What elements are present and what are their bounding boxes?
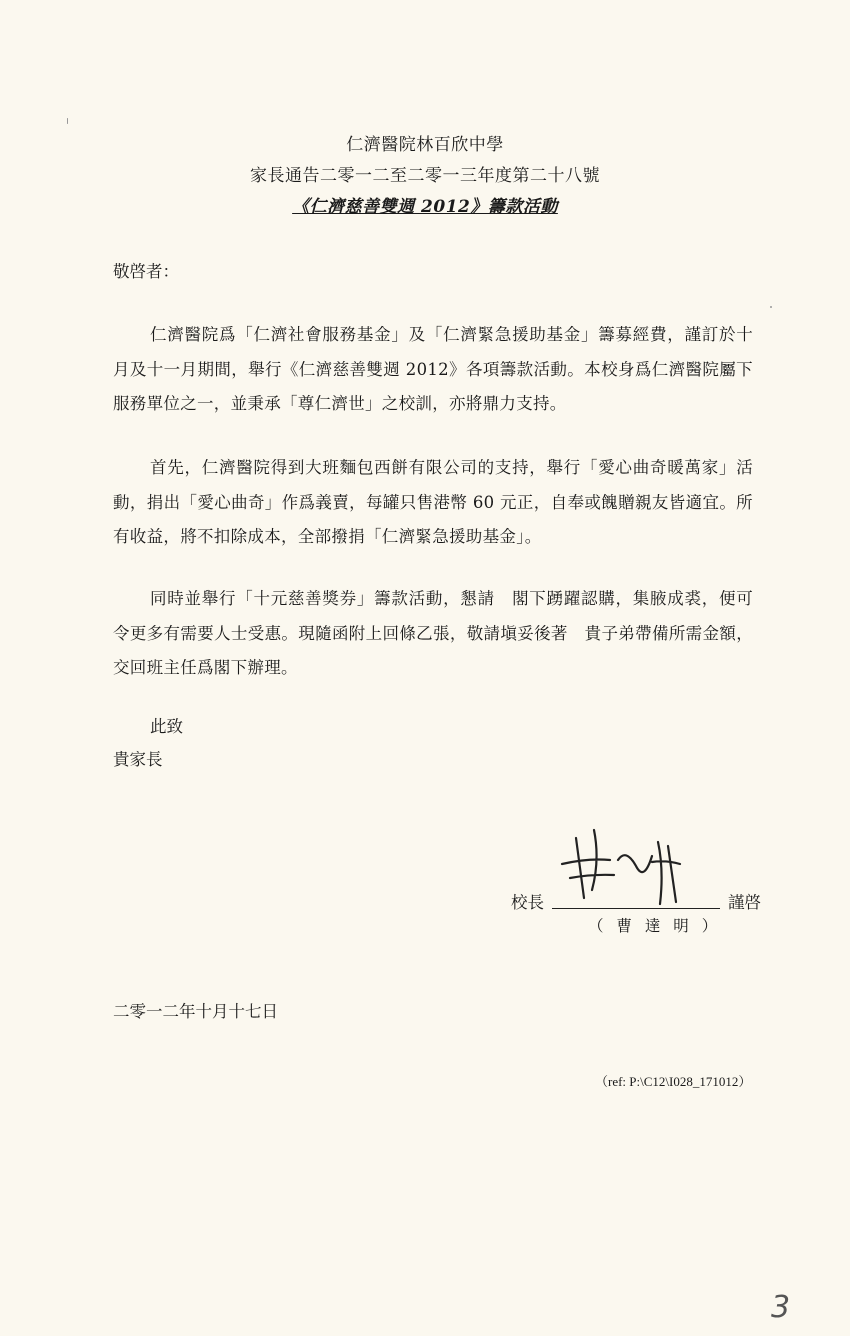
closing: 此致 — [150, 717, 183, 736]
salutation: 敬啓者： — [113, 262, 179, 281]
signature-line — [552, 908, 720, 909]
paragraph-intro: 仁濟醫院爲「仁濟社會服務基金」及「仁濟緊急援助基金」籌募經費，謹訂於十月及十一月期間，舉行《仁濟慈善雙週 2012》各項籌款活動。本校身爲仁濟醫院屬下服務單位之一，並秉承「尊仁濟世」之校訓，亦將鼎力支持。 — [113, 325, 753, 413]
signature-closing: 謹啓 — [728, 893, 761, 912]
scan-speck — [67, 118, 68, 124]
signature-title: 校長 — [511, 893, 544, 912]
letter-date: 二零一二年十月十七日 — [113, 1002, 278, 1021]
paragraph-cookies: 首先，仁濟醫院得到大班麵包西餅有限公司的支持，舉行「愛心曲奇暖萬家」活動，捐出「愛心曲奇」作爲義賣，每罐只售港幣 60 元正，自奉或餽贈親友皆適宜。所有收益，將不扣除成本，全部撥捐「仁濟緊急援助基金」。 — [113, 458, 753, 546]
paragraph-lottery: 同時並舉行「十元慈善獎券」籌款活動，懇請 閣下踴躍認購，集腋成裘，便可令更多有需要人士受惠。現隨函附上回條乙張，敬請塡妥後著 貴子弟帶備所需金額，交回班主任爲閣下辦理。 — [113, 589, 753, 677]
notice-number: 家長通告二零一二至二零一三年度第二十八號 — [250, 166, 600, 186]
scan-speck — [770, 306, 772, 308]
principal-signature — [548, 820, 698, 910]
event-title: 《仁濟慈善雙週 2012》籌款活動 — [292, 197, 558, 217]
principal-name: （ 曹 達 明 ） — [588, 917, 722, 935]
letter-header — [0, 130, 850, 223]
school-name: 仁濟醫院林百欣中學 — [346, 135, 504, 155]
recipient: 貴家長 — [113, 750, 163, 769]
page-number: 3 — [771, 1290, 791, 1325]
reference-code: （ref: P:\C12\I028_171012） — [595, 1074, 752, 1089]
